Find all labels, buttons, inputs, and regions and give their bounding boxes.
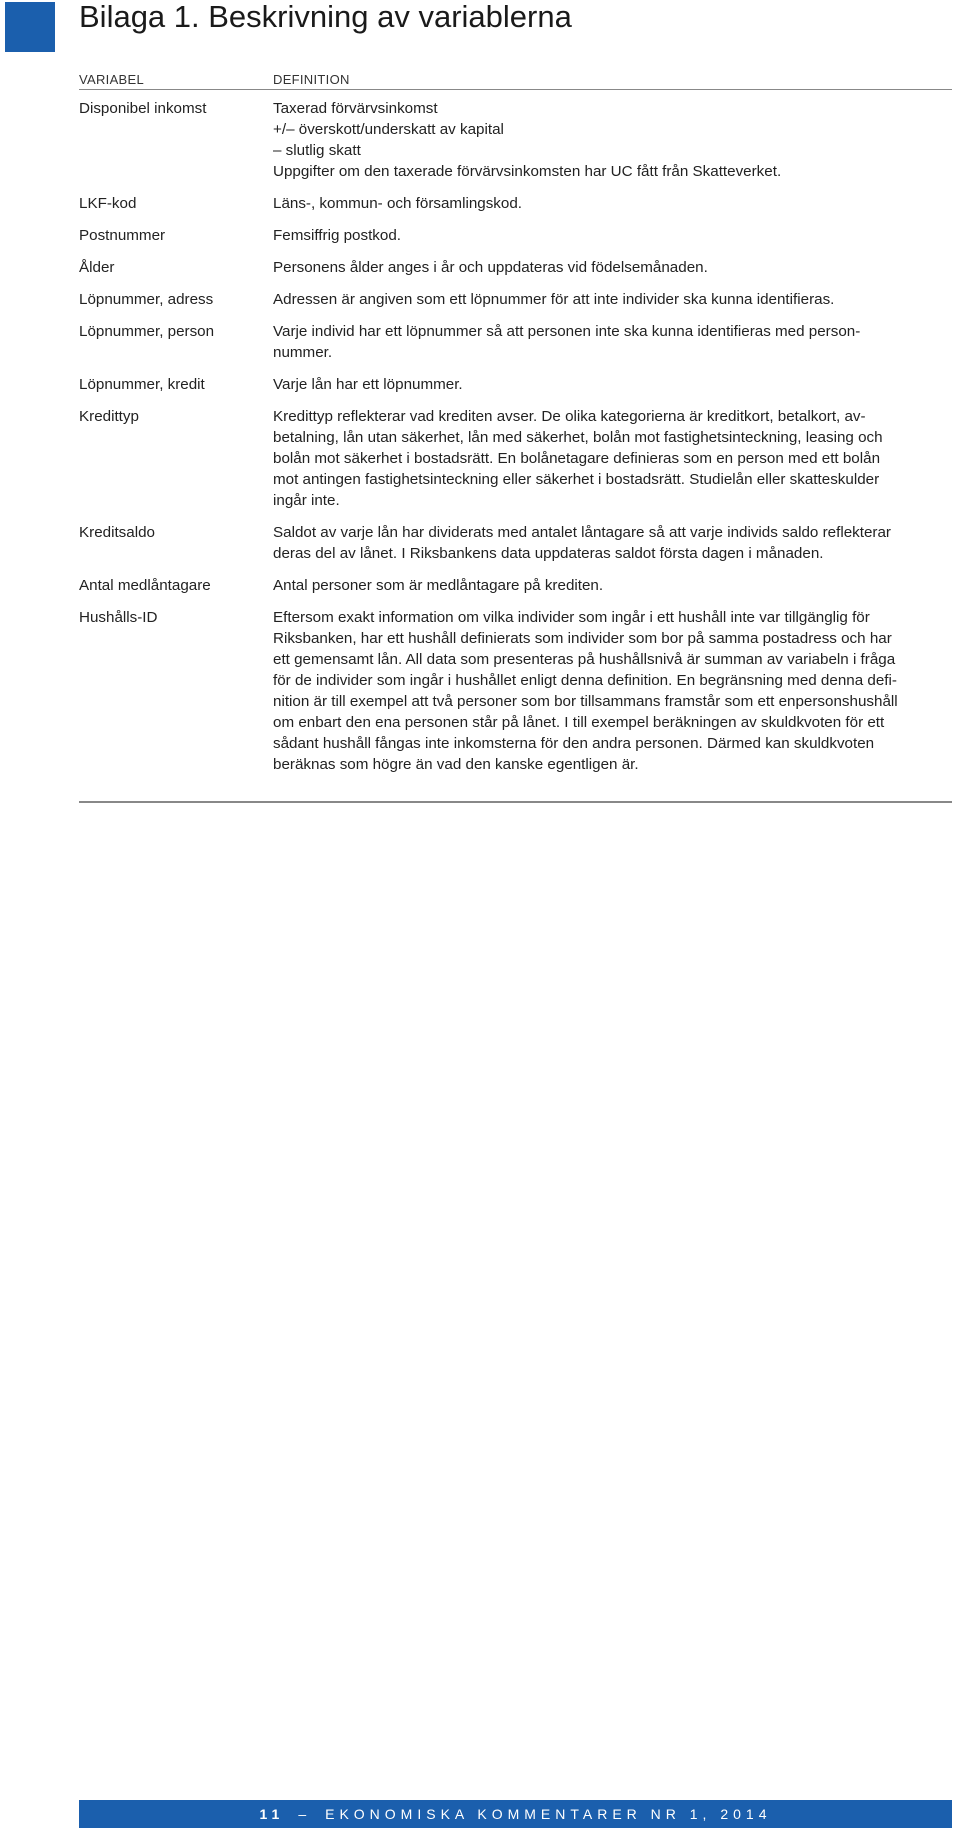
variable-definition [273,607,952,775]
footer-dash: – [298,1806,312,1822]
variable-name: Kreditsaldo [79,524,155,541]
definition-line: betalning, lån utan säkerhet, lån med säkerhet, bolån mot fastighetsinteckning, leasing och [273,429,883,446]
table-row [79,522,952,564]
variable-definition [273,374,952,395]
definition-line: Antal personer som är medlåntagare på krediten. [273,577,604,594]
definition-line: sådant hushåll fångas inte inkomsterna för den andra personen. Därmed kan skuldkvoten [273,735,875,752]
definition-line: Adressen är angiven som ett löpnummer för att inte individer ska kunna identifieras. [273,291,835,308]
table-row [79,225,952,246]
definition-line: Varje lån har ett löpnummer. [273,376,463,393]
variable-definition [273,98,952,182]
definition-line: Saldot av varje lån har dividerats med antalet låntagare så att varje individs saldo reflekterar [273,524,891,541]
variable-name: Löpnummer, person [79,323,215,340]
table-row [79,257,952,278]
table-header [79,72,952,90]
table-row [79,575,952,596]
table-rows [79,98,952,775]
header-variable: VARIABEL [79,72,145,87]
definition-line: Taxerad förvärvsinkomst [273,100,438,117]
variable-definition [273,522,952,564]
table-row [79,374,952,395]
definition-line: nition är till exempel att två personer som bor tillsammans framstår som ett enpersonshushåll [273,693,898,710]
variable-definition [273,406,952,511]
definition-line: Personens ålder anges i år och uppdateras vid födelsemånaden. [273,259,708,276]
table-bottom-rule [79,801,952,803]
definition-line: beräknas som högre än vad den kanske egentligen är. [273,756,639,773]
variable-name: Antal medlåntagare [79,577,211,594]
definition-line: Varje individ har ett löpnummer så att personen inte ska kunna identifieras med person- [273,323,861,340]
definition-line: mot antingen fastighetsinteckning eller säkerhet i bostadsrätt. Studielån eller skatteskulder [273,471,880,488]
definition-line: +/– överskott/underskatt av kapital [273,121,504,138]
variable-name: LKF-kod [79,195,137,212]
definition-line: Läns-, kommun- och församlingskod. [273,195,523,212]
definition-line: Uppgifter om den taxerade förvärvsinkomsten har UC fått från Skatteverket. [273,163,782,180]
definition-line: nummer. [273,344,333,361]
definition-line: för de individer som ingår i hushållet enligt denna definition. En begränsning med denna defi- [273,672,897,689]
page-title: Bilaga 1. Beskrivning av variablerna [79,0,572,34]
variable-table [79,72,952,786]
table-row [79,406,952,511]
variable-definition [273,257,952,278]
variable-name: Ålder [79,259,115,276]
definition-line: – slutlig skatt [273,142,361,159]
table-row [79,321,952,363]
variable-definition [273,321,952,363]
variable-definition [273,225,952,246]
footer-publication: EKONOMISKA KOMMENTARER NR 1, 2014 [325,1806,772,1822]
table-row [79,289,952,310]
variable-name: Kredittyp [79,408,139,425]
variable-definition [273,289,952,310]
variable-name: Löpnummer, adress [79,291,214,308]
variable-name: Postnummer [79,227,166,244]
table-row [79,98,952,182]
definition-line: bolån mot säkerhet i bostadsrätt. En bolånetagare definieras som en person med ett bolån [273,450,881,467]
table-row [79,193,952,214]
variable-name: Hushålls-ID [79,609,158,626]
definition-line: ett gemensamt lån. All data som presenteras på hushållsnivå är summan av variabeln i fråga [273,651,896,668]
variable-definition [273,575,952,596]
footer-page-number: 11 [259,1806,285,1822]
corner-accent-block [5,2,55,52]
footer-bar [79,1800,952,1828]
variable-name: Löpnummer, kredit [79,376,205,393]
definition-line: Riksbanken, har ett hushåll definierats som individer som bor på samma postadress och har [273,630,892,647]
definition-line: Eftersom exakt information om vilka individer som ingår i ett hushåll inte var tillgänglig för [273,609,870,626]
header-definition: DEFINITION [273,72,350,87]
definition-line: Kredittyp reflekterar vad krediten avser. De olika kategorierna är kreditkort, betalkort, av- [273,408,866,425]
definition-line: deras del av lånet. I Riksbankens data uppdateras saldot första dagen i månaden. [273,545,824,562]
definition-line: ingår inte. [273,492,340,509]
variable-definition [273,193,952,214]
definition-line: Femsiffrig postkod. [273,227,402,244]
definition-line: om enbart den ena personen står på lånet. I till exempel beräkningen av skuldkvoten för ett [273,714,885,731]
table-row [79,607,952,775]
variable-name: Disponibel inkomst [79,100,207,117]
